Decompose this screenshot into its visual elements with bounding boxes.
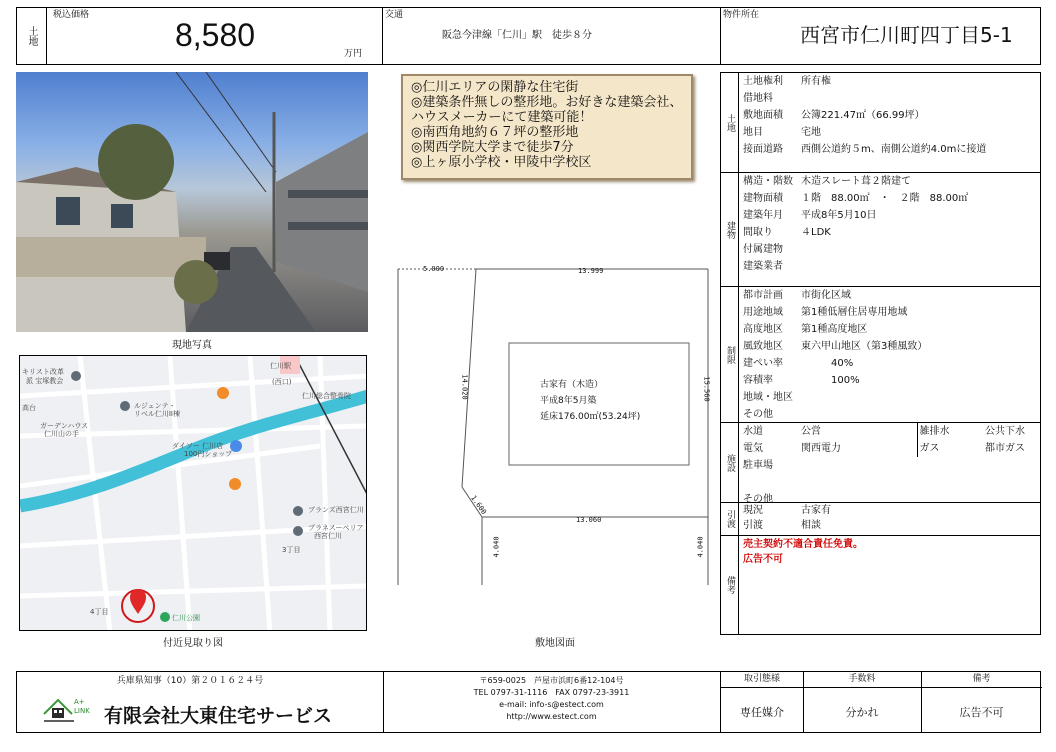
house-note-line: 古家有（木造）: [540, 380, 604, 390]
map-label: 3丁目: [282, 546, 301, 554]
spec-row: [741, 190, 1040, 207]
spec-row: [741, 304, 1040, 321]
remarks-label-cell: [721, 536, 739, 634]
footer-remarks-value: 広告不可: [959, 706, 1004, 719]
terms-grid: [720, 671, 1041, 733]
promo-line: ◎建築条件無しの整形地。お好きな建築会社、: [411, 95, 683, 110]
spec-row: [741, 474, 1040, 491]
spec-key: 土地権利: [743, 76, 783, 87]
spec-value: 古家有: [801, 505, 831, 516]
plot-dim: 15.560: [702, 376, 711, 402]
land-label-cell: [721, 73, 739, 172]
remarks-line: 広告不可: [743, 554, 783, 565]
map-label-list: [20, 356, 367, 631]
map-label: 仁川山の手: [44, 430, 79, 438]
type-label: 土地: [26, 26, 37, 46]
spec-value: [799, 406, 1040, 423]
spec-row: [741, 338, 1040, 355]
company-website-link[interactable]: http://www.estect.com: [506, 712, 597, 721]
spec-row: [741, 258, 1040, 275]
plot-dim: 14.020: [460, 374, 469, 400]
footer-remarks-header: 備考: [972, 674, 991, 684]
spec-row: [741, 518, 1040, 533]
land-section: [721, 73, 1040, 173]
map-label: (西口): [272, 378, 292, 386]
plot-dim: 4.040: [696, 536, 705, 558]
photo-caption: 現地写真: [172, 340, 212, 351]
license-number: 兵庫県知事（10）第２０１６２４号: [116, 676, 264, 686]
map-label: キリスト改革: [22, 368, 64, 376]
commission-header: 手数料: [848, 674, 876, 684]
spec-key: 構造・階数: [743, 176, 793, 187]
spec-key: 接面道路: [743, 144, 783, 155]
transaction-type-value: 専任媒介: [740, 706, 784, 719]
transport-label: 交通: [385, 10, 404, 20]
delivery-table: [741, 503, 1040, 533]
spec-row: [741, 423, 1040, 440]
spec-value: 公営: [801, 426, 821, 437]
spec-key: 建築年月: [743, 210, 783, 221]
price-label: 税込価格: [53, 10, 90, 20]
spec-value: 市街化区域: [801, 290, 851, 301]
spec-key: 建物面積: [743, 193, 783, 204]
building-section: [721, 173, 1040, 287]
spec-value: 公共下水: [985, 426, 1025, 437]
building-label-cell: [721, 173, 739, 286]
restriction-table: [741, 287, 1040, 423]
site-photo-drawing: [16, 72, 368, 332]
site-photo: [16, 72, 368, 332]
promo-box: [401, 74, 693, 180]
transport-value: 阪急今津線「仁川」駅 徒歩８分: [442, 30, 592, 41]
spec-key: 電気: [743, 443, 763, 454]
facility-label-cell: [721, 423, 739, 502]
spec-key: 都市計画: [743, 290, 783, 301]
spec-key: 建築業者: [743, 261, 783, 272]
promo-line: ◎仁川エリアの閑静な住宅街: [411, 80, 579, 95]
company-logo: [42, 692, 98, 726]
spec-value: 100%: [801, 375, 860, 386]
house-note-line: 延床176.00㎡(53.24坪): [540, 412, 641, 422]
plot-dim: 4.040: [492, 536, 501, 558]
spec-key: その他: [743, 409, 773, 420]
remarks-label: 備考: [725, 576, 735, 594]
spec-key: 現況: [743, 505, 763, 516]
map-label: ダイソー 仁川店: [172, 442, 224, 450]
company-phone: TEL 0797-31-1116 FAX 0797-23-3911: [473, 688, 630, 697]
spec-value: 第1種低層住居専用地域: [801, 307, 908, 318]
promo-line: ◎関西学院大学まで徒歩7分: [411, 140, 574, 155]
terms-grid-rule: [721, 687, 1042, 688]
spec-value: [799, 90, 1040, 107]
plot-diagram: [390, 255, 720, 595]
map-label: プラネスーペリア: [308, 524, 364, 532]
map-label: 100円ショップ: [184, 450, 233, 458]
spec-row: [741, 173, 1040, 190]
spec-row: [741, 207, 1040, 224]
spec-row: [741, 389, 1040, 406]
spec-value: [799, 241, 1040, 258]
restriction-section: [721, 287, 1040, 423]
spec-row: [741, 73, 1040, 90]
spec-value: 都市ガス: [985, 443, 1025, 454]
spec-row: [741, 440, 1040, 457]
location-value: 西宮市仁川町四丁目5-1: [800, 23, 1013, 47]
map-label: ルジェンテ・: [134, 402, 176, 410]
spec-row: [741, 321, 1040, 338]
spec-key: その他: [743, 494, 773, 505]
price-value: 8,580: [174, 17, 256, 53]
map-label: 西宮仁川: [314, 532, 342, 540]
spec-key: 敷地面積: [743, 110, 783, 121]
spec-row: [741, 90, 1040, 107]
map-label: ガーデンハウス: [40, 422, 89, 430]
restriction-label-cell: [721, 287, 739, 422]
spec-row: [741, 503, 1040, 518]
spec-key: 地目: [743, 127, 763, 138]
spec-value: 東六甲山地区（第3種風致）: [801, 341, 928, 352]
header-divider-2: [720, 7, 721, 65]
building-table: [741, 173, 1040, 275]
spec-table: [720, 72, 1041, 635]
spec-value: 木造スレート葺２階建て: [801, 176, 911, 187]
spec-key: 付属建物: [743, 244, 783, 255]
spec-value: 公簿221.47㎡（66.99坪）: [801, 110, 925, 121]
spec-key: 地域・地区: [743, 392, 793, 403]
map-label: 仁川公園: [172, 614, 200, 622]
plot-dim: 13.060: [576, 516, 602, 524]
spec-key: 水道: [743, 426, 763, 437]
spec-key: 高度地区: [743, 324, 783, 335]
spec-key: 建ぺい率: [743, 358, 783, 369]
spec-row: [741, 124, 1040, 141]
map-label: 仁川総合整骨院: [302, 392, 351, 400]
spec-row: [741, 107, 1040, 124]
commission-value: 分かれ: [845, 706, 879, 719]
spec-value: 相談: [801, 520, 821, 531]
spec-value: 40%: [801, 358, 854, 369]
spec-key: 用途地域: [743, 307, 783, 318]
spec-row: [741, 224, 1040, 241]
spec-row: [741, 406, 1040, 423]
building-label: 建物: [725, 220, 735, 239]
land-table: [741, 73, 1040, 158]
spec-key: 容積率: [743, 375, 773, 386]
promo-line: ハウスメーカーにて建築可能！: [411, 110, 593, 125]
promo-line: ◎上ヶ原小学校・甲陵中学校区: [411, 155, 592, 170]
remarks-section: [721, 536, 1040, 634]
location-label: 物件所在: [723, 10, 760, 20]
map-label: 高台: [22, 404, 36, 412]
spec-value: 関西電力: [801, 443, 841, 454]
spec-value: 第1種高度地区: [801, 324, 868, 335]
delivery-section: [721, 503, 1040, 536]
type-cell: [16, 7, 47, 65]
vicinity-map: [19, 355, 367, 631]
spec-value: [799, 389, 1040, 406]
facility-label: 施設: [725, 453, 735, 472]
house-note: [540, 377, 640, 425]
company-address: 〒659-0025 芦屋市浜町6番12-104号: [479, 676, 624, 685]
map-label: 派 宝塚教会: [26, 377, 64, 385]
restriction-label: 制限: [725, 345, 735, 364]
plot-dim: 5.000: [423, 265, 445, 273]
price-unit: 万円: [344, 49, 363, 59]
company-email: e-mail: info-s@estect.com: [499, 700, 604, 709]
facility-table: [741, 423, 1040, 508]
spec-key: 駐車場: [743, 460, 773, 471]
map-label: ブランズ西宮仁川: [308, 506, 364, 514]
spec-row: [741, 141, 1040, 158]
spec-row: [741, 241, 1040, 258]
plot-caption: 敷地図面: [535, 638, 575, 649]
spec-value: [799, 258, 1040, 275]
remarks-line: 売主契約不適合責任免責。: [743, 539, 863, 550]
spec-value: 平成8年5月10日: [801, 210, 877, 221]
spec-row: [741, 372, 1040, 389]
spec-value: 宅地: [801, 127, 821, 138]
spec-key: 間取り: [743, 227, 773, 238]
plot-dim: 13.999: [578, 267, 604, 275]
spec-value: １階 88.00㎡ ・ ２階 88.00㎡: [801, 193, 969, 204]
delivery-label-cell: [721, 503, 739, 535]
spec-value: 所有権: [801, 76, 831, 87]
logo-text: A+ LINK: [74, 698, 90, 715]
spec-row: [741, 287, 1040, 304]
promo-line: ◎南西角地約６７坪の整形地: [411, 125, 579, 140]
delivery-label: 引渡: [725, 510, 735, 528]
company-name: 有限会社大東住宅サービス: [104, 705, 333, 727]
spec-key: 雑排水: [917, 423, 983, 440]
map-label: 4丁目: [90, 608, 109, 616]
facility-section: [721, 423, 1040, 503]
transaction-type-header: 取引態様: [743, 674, 780, 684]
plot-drawing: [390, 255, 720, 595]
header-divider-1: [382, 7, 383, 65]
spec-value: 西側公道約５m、南側公道約4.0mに接道: [801, 144, 987, 155]
plot-dim: 1.600: [469, 494, 488, 516]
map-label: 仁川駅: [270, 362, 291, 370]
company-contact: [383, 675, 720, 723]
spec-row: [741, 355, 1040, 372]
spec-row: [741, 457, 1040, 474]
spec-value: ４LDK: [801, 227, 831, 238]
map-caption: 付近見取り図: [163, 638, 223, 649]
land-label: 土地: [725, 113, 735, 132]
spec-key: 借地料: [743, 93, 773, 104]
map-label: リベル仁川II棟: [134, 410, 180, 418]
spec-key: 風致地区: [743, 341, 783, 352]
spec-key: ガス: [917, 440, 983, 457]
spec-key: 引渡: [743, 520, 763, 531]
house-note-line: 平成8年5月築: [540, 396, 597, 406]
